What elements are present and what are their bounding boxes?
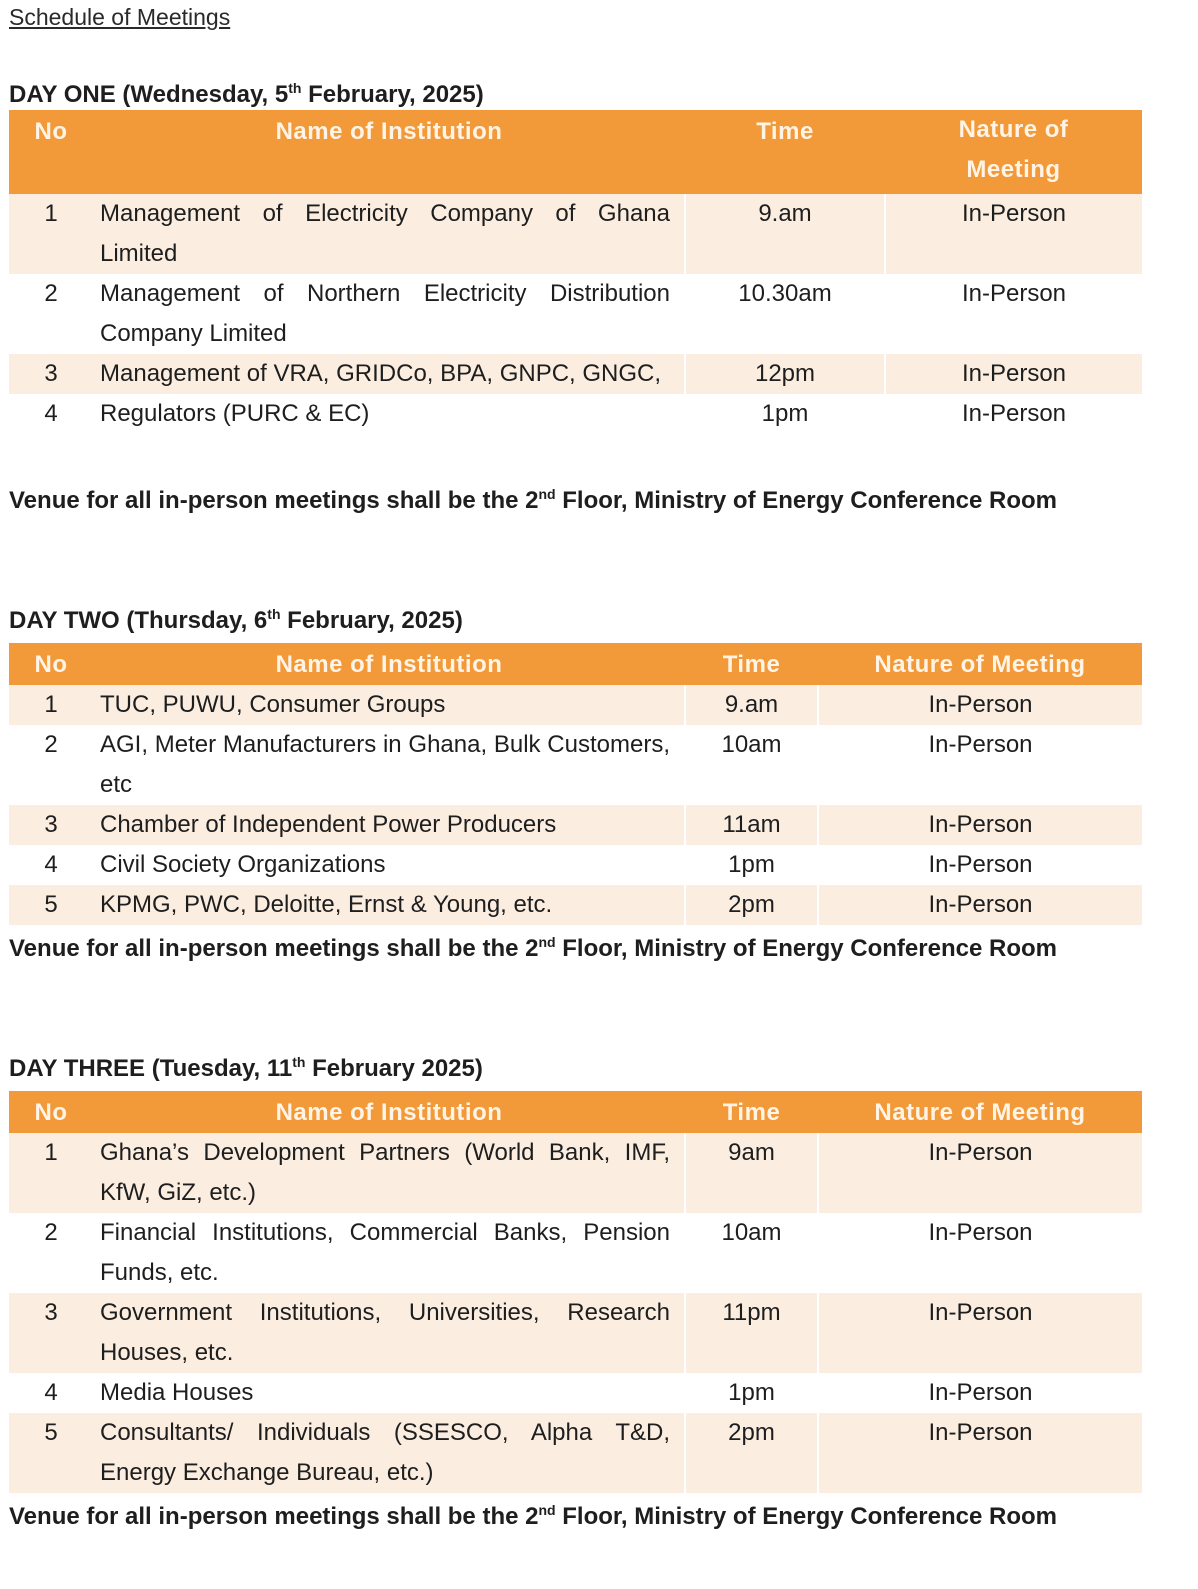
row-time: 1pm [685,1373,818,1413]
header-no: No [9,1091,93,1133]
row-nature: In-Person [818,685,1142,725]
row-time: 10am [685,725,818,805]
header-name: Name of Institution [93,1091,685,1133]
row-time: 10.30am [685,274,885,354]
row-nature: In-Person [885,354,1142,394]
row-institution: Consultants/ Individuals (SSESCO, Alpha T&D, Energy Exchange Bureau, etc.) [93,1413,685,1493]
row-time: 1pm [685,845,818,885]
table-header-row [9,643,1142,685]
row-no: 2 [44,280,58,307]
row-no: 5 [9,885,93,925]
table-row [9,1413,1142,1493]
header-no: No [9,643,93,685]
row-time: 12pm [685,354,885,394]
day-one-heading: DAY ONE (Wednesday, 5th February, 2025) [9,80,484,108]
header-nature: Nature of Meeting [818,1091,1142,1133]
row-institution: Media Houses [100,1379,254,1406]
row-no: 3 [9,354,93,394]
table-row [9,1213,1142,1293]
header-nature: Nature of Meeting [818,643,1142,685]
row-no: 4 [44,1379,58,1406]
row-time: 9.am [685,194,885,274]
day-two-heading: DAY TWO (Thursday, 6th February, 2025) [9,606,463,634]
header-no: No [9,110,93,194]
row-nature: In-Person [818,1373,1142,1413]
row-nature: In-Person [818,1213,1142,1293]
table-header-row [9,1091,1142,1133]
row-nature: In-Person [885,194,1142,274]
header-name: Name of Institution [93,643,685,685]
header-name: Name of Institution [93,110,685,194]
day-three-heading: DAY THREE (Tuesday, 11th February 2025) [9,1054,483,1082]
venue-note: Venue for all in-person meetings shall be the 2nd Floor, Ministry of Energy Conference Room [9,1502,1057,1530]
row-time: 2pm [685,885,818,925]
row-time: 11pm [685,1293,818,1373]
row-time: 10am [685,1213,818,1293]
venue-note: Venue for all in-person meetings shall be the 2nd Floor, Ministry of Energy Conference Room [9,934,1057,962]
table-row [9,354,1142,394]
table-row [9,885,1142,925]
row-institution: KPMG, PWC, Deloitte, Ernst & Young, etc. [93,885,685,925]
row-no: 3 [9,1293,93,1373]
day-two-table [9,643,1142,925]
day-three-table [9,1091,1142,1493]
row-institution: AGI, Meter Manufacturers in Ghana, Bulk Customers, etc [100,731,670,798]
table-row [9,725,1142,805]
row-no: 1 [9,685,93,725]
day-one-table [9,110,1142,434]
header-time: Time [685,110,885,194]
row-no: 4 [44,400,58,427]
table-row [9,845,1142,885]
row-nature: In-Person [885,274,1142,354]
row-time: 9am [685,1133,818,1213]
table-row [9,274,1142,354]
row-nature: In-Person [818,885,1142,925]
row-nature: In-Person [818,1293,1142,1373]
header-time: Time [685,643,818,685]
row-nature: In-Person [818,805,1142,845]
row-institution: Management of VRA, GRIDCo, BPA, GNPC, GNGC, [93,354,685,394]
row-time: 1pm [685,394,885,434]
row-institution: Management of Electricity Company of Ghana Limited [93,194,685,274]
row-institution: Management of Northern Electricity Distribution Company Limited [100,280,670,347]
row-nature: In-Person [885,394,1142,434]
table-row [9,1293,1142,1373]
venue-note: Venue for all in-person meetings shall be the 2nd Floor, Ministry of Energy Conference Room [9,486,1057,514]
row-time: 9.am [685,685,818,725]
row-institution: Regulators (PURC & EC) [100,400,370,427]
table-row [9,685,1142,725]
page-title: Schedule of Meetings [9,4,231,30]
table-row [9,805,1142,845]
row-time: 2pm [685,1413,818,1493]
row-no: 2 [44,731,58,758]
row-institution: Financial Institutions, Commercial Banks, Pension Funds, etc. [100,1219,670,1286]
table-header-row [9,110,1142,194]
row-no: 1 [9,1133,93,1213]
table-row [9,1373,1142,1413]
header-nature: Nature of Meeting [885,110,1142,194]
row-institution: Government Institutions, Universities, Research Houses, etc. [93,1293,685,1373]
row-nature: In-Person [818,845,1142,885]
row-no: 5 [9,1413,93,1493]
row-no: 4 [44,851,58,878]
row-institution: Ghana’s Development Partners (World Bank, IMF, KfW, GiZ, etc.) [93,1133,685,1213]
row-institution: TUC, PUWU, Consumer Groups [93,685,685,725]
header-time: Time [685,1091,818,1133]
row-no: 1 [9,194,93,274]
table-row [9,1133,1142,1213]
row-institution: Chamber of Independent Power Producers [93,805,685,845]
row-time: 11am [685,805,818,845]
row-nature: In-Person [818,725,1142,805]
row-nature: In-Person [818,1413,1142,1493]
row-no: 3 [9,805,93,845]
table-row [9,394,1142,434]
row-nature: In-Person [818,1133,1142,1213]
table-row [9,194,1142,274]
row-institution: Civil Society Organizations [100,851,386,878]
row-no: 2 [44,1219,58,1246]
